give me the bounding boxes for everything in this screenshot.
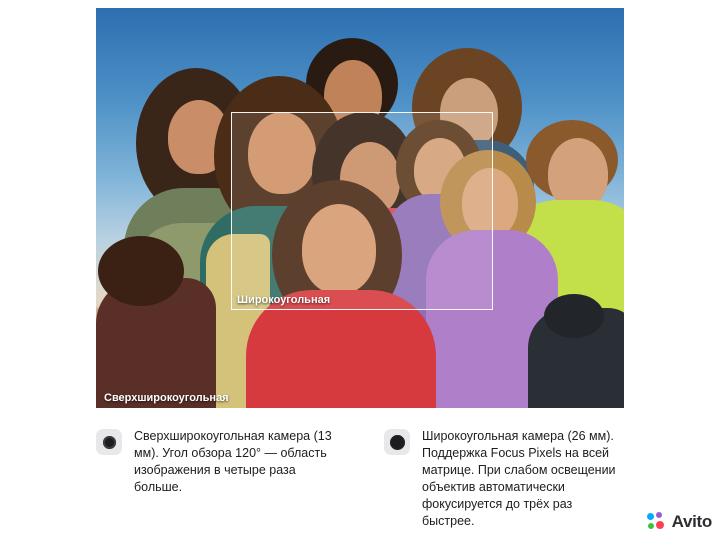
caption-ultra-wide (96, 428, 336, 530)
caption-ultra-wide-text: Сверхширокоугольная камера (13 мм). Угол обзора 120° — область изображения в четыре раза больше. (134, 429, 332, 494)
ultra-wide-frame-label: Сверхширокоугольная (104, 392, 229, 404)
avito-watermark-label: Avito (671, 512, 712, 531)
wide-angle-frame-label: Широкоугольная (237, 294, 331, 306)
caption-wide (384, 428, 624, 530)
avito-logo-icon (647, 512, 667, 532)
caption-wide-text: Широкоугольная камера (26 мм). Поддержка Focus Pixels на всей матрице. При слабом освещении объектив автоматически фокусируется до трёх раз быстрее. (422, 429, 616, 528)
wide-camera-icon (384, 429, 410, 455)
avito-watermark (647, 512, 712, 532)
camera-sample-photo (96, 8, 624, 408)
ultra-wide-camera-icon (96, 429, 122, 455)
caption-row (96, 428, 636, 530)
